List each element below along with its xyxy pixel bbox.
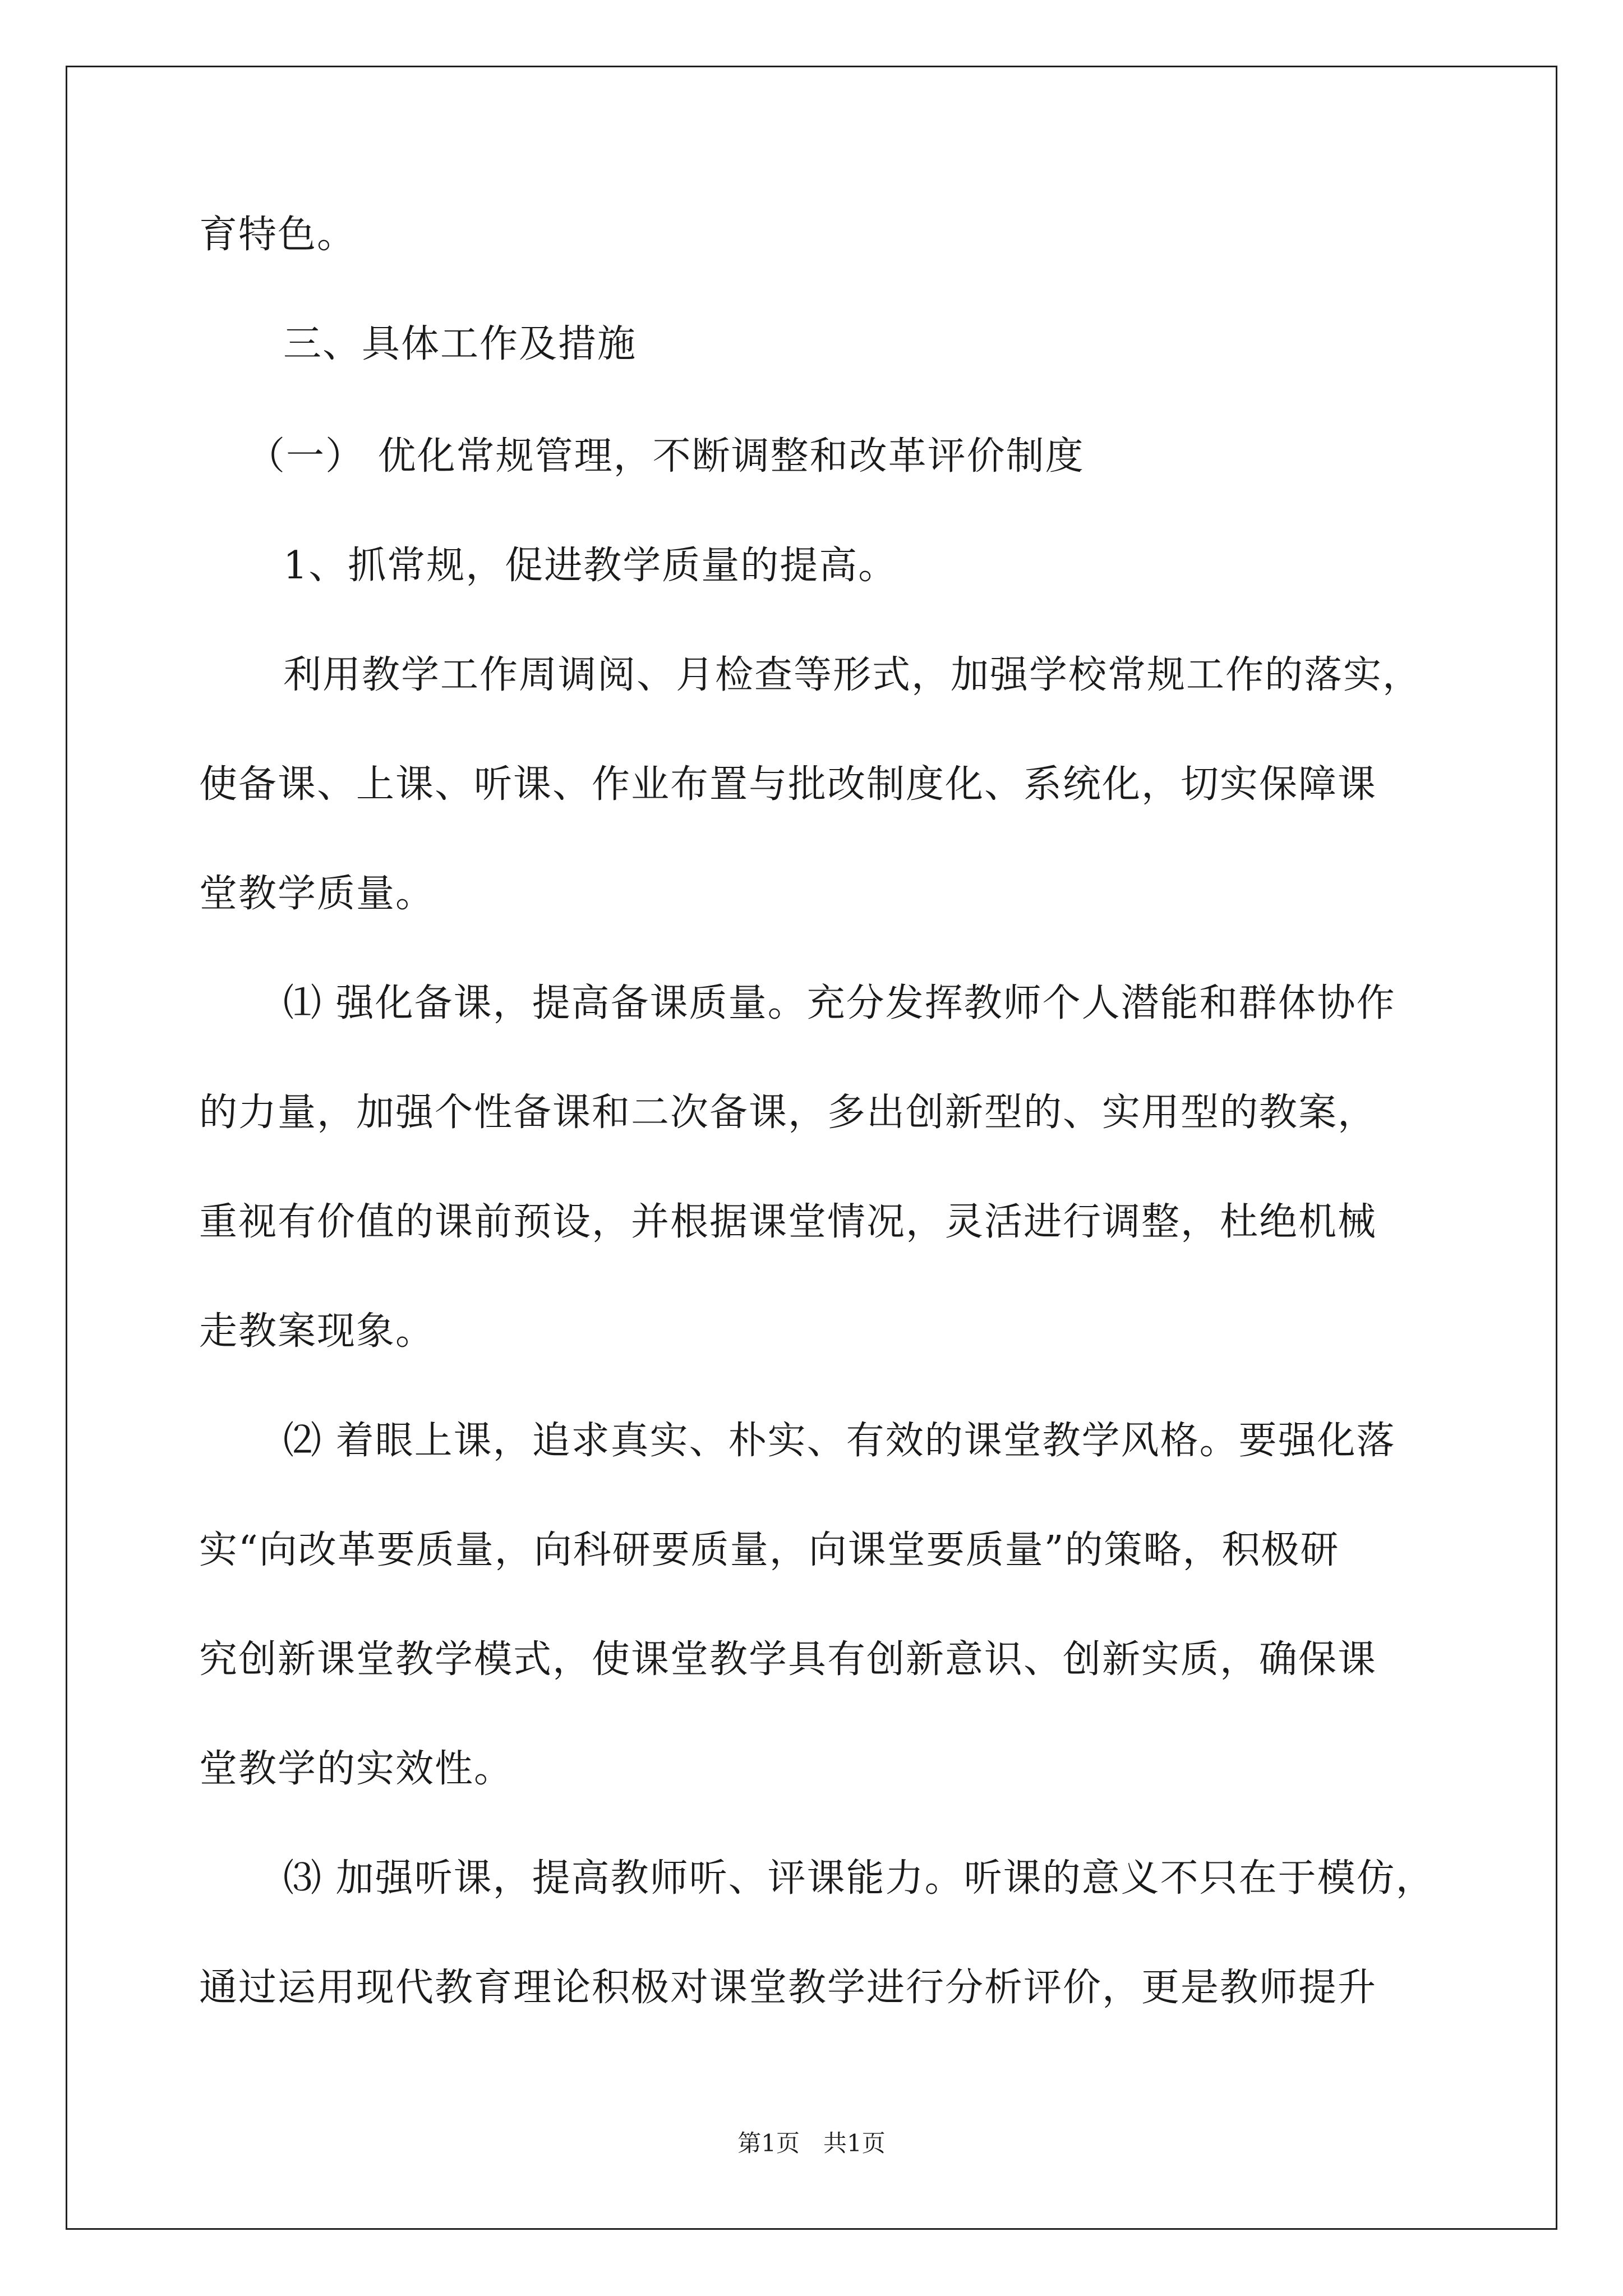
paragraph-line: ⑵ 着眼上课，追求真实、朴实、有效的课堂教学风格。要强化落 xyxy=(283,1419,1396,1463)
paragraph-line: 走教案现象。 xyxy=(199,1309,435,1354)
paragraph-line: 实“向改革要质量，向科研要质量，向课堂要质量”的策略，积极研 xyxy=(199,1528,1340,1572)
paragraph-line: 究创新课堂教学模式，使课堂教学具有创新意识、创新实质，确保课 xyxy=(199,1637,1377,1682)
item-heading: 1、抓常规，促进教学质量的提高。 xyxy=(283,544,898,588)
paragraph-line: 通过运用现代教育理论积极对课堂教学进行分析评价，更是教师提升 xyxy=(199,1966,1377,2010)
paragraph-line: 利用教学工作周调阅、月检查等形式，加强学校常规工作的落实， xyxy=(283,653,1422,697)
paragraph-line: ⑴ 强化备课，提高备课质量。充分发挥教师个人潜能和群体协作 xyxy=(283,981,1396,1025)
paragraph-line: 使备课、上课、听课、作业布置与批改制度化、系统化，切实保障课 xyxy=(199,762,1377,807)
page-number-footer: 第1页 共1页 xyxy=(737,2129,886,2157)
paragraph-line: 堂教学质量。 xyxy=(199,872,435,916)
section-heading: 三、具体工作及措施 xyxy=(283,322,637,366)
subsection-heading: （一） 优化常规管理，不断调整和改革评价制度 xyxy=(247,434,1085,478)
paragraph-line: 的力量，加强个性备课和二次备课，多出创新型的、实用型的教案， xyxy=(199,1091,1377,1135)
paragraph-line: 重视有价值的课前预设，并根据课堂情况，灵活进行调整，杜绝机械 xyxy=(199,1200,1377,1244)
page-border xyxy=(66,66,1557,2230)
paragraph-line: 堂教学的实效性。 xyxy=(199,1747,514,1791)
paragraph-line: 育特色。 xyxy=(199,213,357,257)
paragraph-line: ⑶ 加强听课，提高教师听、评课能力。听课的意义不只在于模仿， xyxy=(283,1856,1435,1901)
